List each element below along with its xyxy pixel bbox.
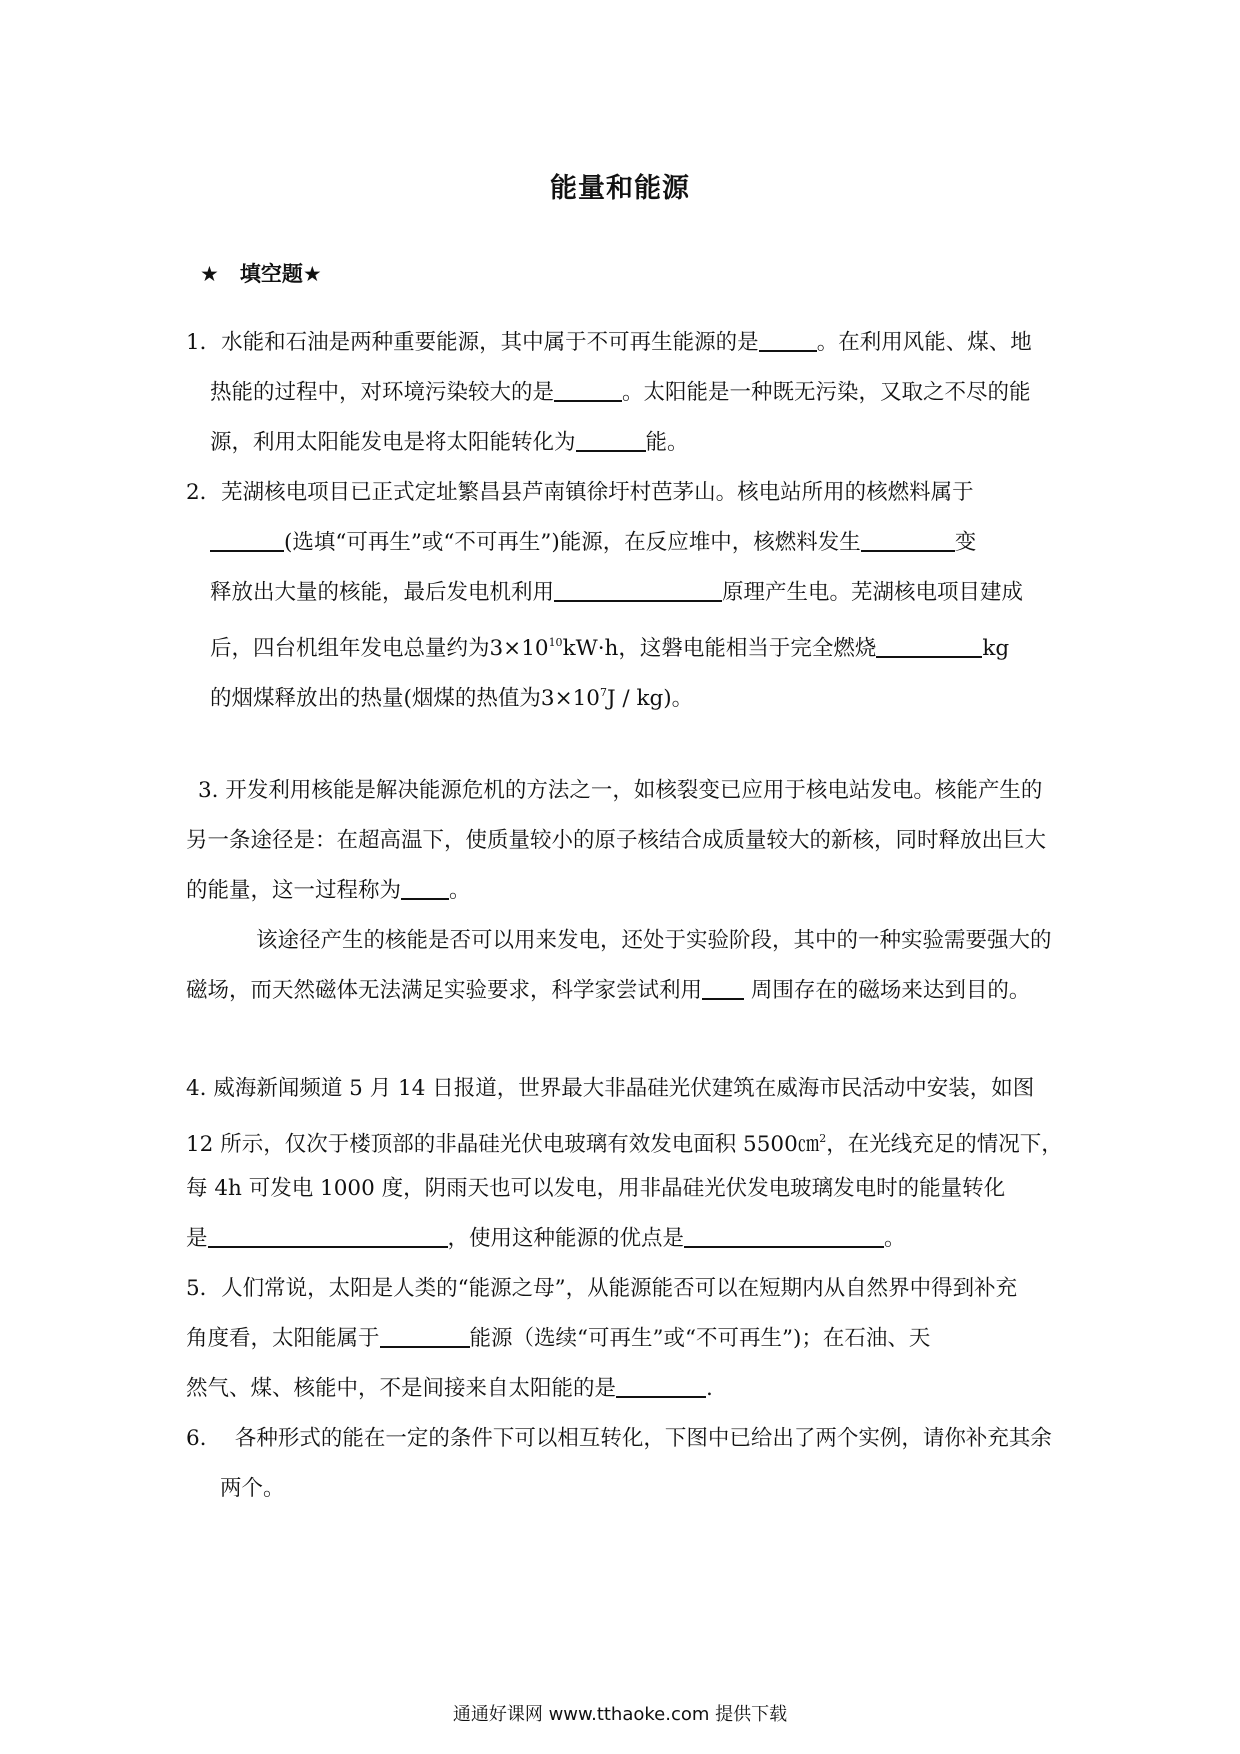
q1-text: 源，利用太阳能发电是将太阳能转化为 [210, 430, 576, 455]
q2-line-5 [210, 678, 693, 714]
q4-text: 。 [884, 1226, 906, 1251]
q6-line-1 [186, 1424, 1052, 1454]
q4-line-4 [186, 1224, 906, 1254]
q3-text: 周围存在的磁场来达到目的。 [744, 978, 1031, 1003]
q4-text: 是 [186, 1226, 208, 1251]
q2-text: 原理产生电。芜湖核电项目建成 [722, 580, 1024, 605]
q2-text: 后，四台机组年发电总量约为3×10 [210, 636, 549, 661]
q1-text: 热能的过程中，对环境污染较大的是 [210, 380, 555, 405]
q3-text: 另一条途径是：在超高温下，使质量较小的原子核结合成质量较大的新核，同时释放出巨大 [186, 828, 1047, 853]
q1-blank-1[interactable] [759, 330, 817, 352]
q3-text: 的能量，这一过程称为 [186, 878, 402, 903]
q1-blank-2[interactable] [554, 380, 622, 402]
q6-text: 6. 各种形式的能在一定的条件下可以相互转化，下图中已给出了两个实例，请你补充其余 [186, 1426, 1052, 1451]
q2-text: J / kg)。 [606, 686, 694, 711]
q1-text: 1．水能和石油是两种重要能源，其中属于不可再生能源的是 [186, 330, 759, 355]
q1-text: 能。 [645, 430, 689, 455]
q3-text: 该途径产生的核能是否可以用来发电，还处于实验阶段，其中的一种实验需要强大的 [256, 928, 1052, 953]
q2-blank-2[interactable] [861, 530, 955, 552]
q3-text: 磁场，而天然磁体无法满足实验要求，科学家尝试利用 [186, 978, 703, 1003]
q3-text: 。 [449, 878, 471, 903]
q5-line-1 [186, 1274, 1017, 1304]
q2-text: 的烟煤释放出的热量(烟煤的热值为3×10 [210, 686, 600, 711]
q3-text: 3. 开发利用核能是解决能源危机的方法之一，如核裂变已应用于核电站发电。核能产生的 [198, 778, 1043, 803]
q2-text: 释放出大量的核能，最后发电机利用 [210, 580, 555, 605]
q4-line-2 [186, 1124, 1063, 1160]
q5-text: . [706, 1376, 713, 1401]
q1-line-3 [210, 428, 689, 458]
q1-text: 。太阳能是一种既无污染，又取之不尽的能 [622, 380, 1031, 405]
q2-text: 变 [954, 530, 977, 555]
q2-line-2 [210, 528, 976, 558]
q1-line-2 [210, 378, 1031, 408]
q5-line-3 [186, 1374, 713, 1404]
q5-text: 5．人们常说，太阳是人类的“能源之母”，从能源能否可以在短期内从自然界中得到补充 [186, 1276, 1018, 1301]
section-header: ★ 填空题★ [200, 262, 322, 286]
q4-exponent: 2 [819, 1132, 827, 1145]
q1-blank-3[interactable] [576, 430, 646, 452]
q4-text: ，在光线充足的情况下， [826, 1132, 1063, 1157]
q2-blank-3[interactable] [554, 580, 722, 602]
page-title: 能量和能源 [550, 173, 690, 204]
q2-text: 2．芜湖核电项目已正式定址繁昌县芦南镇徐圩村芭茅山。核电站所用的核燃料属于 [186, 480, 974, 505]
q4-text: 12 所示，仅次于楼顶部的非晶硅光伏电玻璃有效发电面积 5500㎝ [186, 1132, 820, 1157]
q5-text: 然气、煤、核能中，不是间接来自太阳能的是 [186, 1376, 617, 1401]
q3-line-1 [198, 776, 1042, 806]
q3-line-2 [186, 826, 1046, 856]
q4-blank-1[interactable] [208, 1226, 448, 1248]
q5-blank-1[interactable] [380, 1326, 470, 1348]
q5-line-2 [186, 1324, 930, 1354]
q5-text: 能源（选续“可再生”或“不可再生”)；在石油、天 [469, 1326, 931, 1351]
q1-text: 。在利用风能、煤、地 [816, 330, 1032, 355]
q2-exponent: 7 [599, 686, 607, 699]
q2-text: (选填“可再生”或“不可再生”)能源，在反应堆中，核燃料发生 [284, 530, 861, 555]
q2-line-3 [210, 578, 1023, 608]
q4-line-1 [186, 1074, 1034, 1104]
q2-blank-1[interactable] [210, 530, 284, 552]
q3-line-4 [256, 926, 1052, 956]
q4-text: ，使用这种能源的优点是 [447, 1226, 685, 1251]
q6-text: 两个。 [220, 1476, 285, 1501]
q4-blank-2[interactable] [684, 1226, 884, 1248]
q4-line-3 [186, 1174, 1005, 1204]
q2-exponent: 10 [548, 636, 563, 649]
q4-text: 4. 威海新闻频道 5 月 14 日报道，世界最大非晶硅光伏建筑在威海市民活动中安装，如图 [186, 1076, 1035, 1101]
q2-unit: kg [982, 636, 1010, 661]
q6-line-2 [220, 1474, 285, 1504]
q5-text: 角度看，太阳能属于 [186, 1326, 380, 1351]
q4-text: 每 4h 可发电 1000 度，阴雨天也可以发电，用非晶硅光伏发电玻璃发电时的能量转化 [186, 1176, 1006, 1201]
q3-blank-2[interactable] [702, 978, 744, 1000]
q3-line-3 [186, 876, 471, 906]
q2-text: kW·h，这磐电能相当于完全燃烧 [562, 636, 877, 661]
q5-blank-2[interactable] [616, 1376, 706, 1398]
q2-line-1 [186, 478, 974, 508]
q2-blank-4[interactable] [876, 636, 982, 658]
q3-line-5 [186, 976, 1030, 1006]
q3-blank-1[interactable] [401, 878, 449, 900]
q1-line-1 [186, 328, 1032, 358]
page-footer: 通通好课网 www.tthaoke.com 提供下载 [452, 1704, 788, 1725]
q2-line-4 [210, 628, 1009, 664]
